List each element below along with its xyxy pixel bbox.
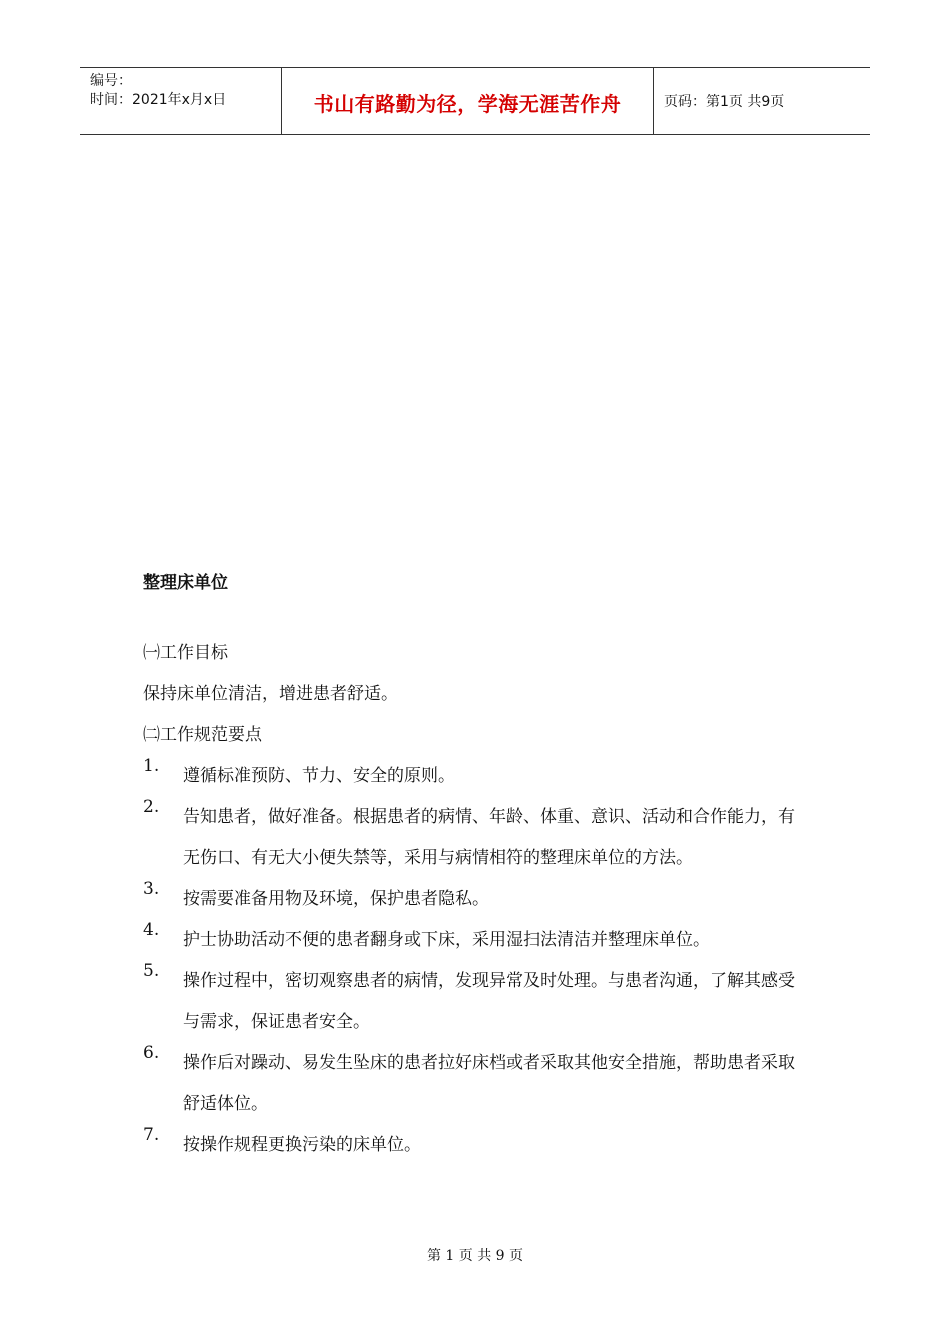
list-item-text: 告知患者，做好准备。根据患者的病情、年龄、体重、意识、活动和合作能力，有无伤口、有无大小便失禁等，采用与病情相符的整理床单位的方法。 — [183, 807, 795, 868]
list-item-number: 5. — [143, 961, 160, 981]
footer-page-number: 第 1 页 共 9 页 — [426, 1248, 524, 1264]
header-page-info: 页码：第1页 共9页 — [664, 94, 785, 110]
page-header — [80, 67, 870, 135]
code-label: 编号： — [90, 73, 132, 89]
header-motto-cell — [282, 68, 654, 134]
list-item — [143, 879, 803, 920]
document-body — [143, 568, 803, 1166]
section-heading-goals: ㈠工作目标 — [143, 643, 228, 663]
list-item-text: 操作过程中，密切观察患者的病情，发现异常及时处理。与患者沟通，了解其感受与需求，保证患者安全。 — [183, 971, 795, 1032]
header-page-cell — [654, 68, 870, 134]
list-item — [143, 920, 803, 961]
header-meta — [80, 68, 282, 134]
list-item — [143, 1043, 803, 1125]
list-item — [143, 961, 803, 1043]
list-item — [143, 756, 803, 797]
list-item-number: 7. — [143, 1125, 160, 1145]
page-footer — [0, 1245, 950, 1265]
list-item-number: 1. — [143, 756, 160, 776]
list-item-text: 操作后对躁动、易发生坠床的患者拉好床档或者采取其他安全措施，帮助患者采取舒适体位。 — [183, 1053, 795, 1114]
section-goals-text: 保持床单位清洁，增进患者舒适。 — [143, 684, 398, 704]
list-item — [143, 1125, 803, 1166]
section-heading-key-points: ㈡工作规范要点 — [143, 725, 262, 745]
list-item-text: 遵循标准预防、节力、安全的原则。 — [183, 766, 455, 786]
list-item — [143, 797, 803, 879]
list-item-number: 2. — [143, 797, 160, 817]
time-label: 时间：2021年x月x日 — [90, 92, 227, 108]
motto-text: 书山有路勤为径，学海无涯苦作舟 — [313, 91, 622, 116]
list-item-text: 按操作规程更换污染的床单位。 — [183, 1135, 421, 1155]
list-item-number: 6. — [143, 1043, 160, 1063]
list-item-number: 4. — [143, 920, 160, 940]
list-item-text: 护士协助活动不便的患者翻身或下床，采用湿扫法清洁并整理床单位。 — [183, 930, 710, 950]
key-points-list — [143, 756, 803, 1166]
list-item-number: 3. — [143, 879, 160, 899]
list-item-text: 按需要准备用物及环境，保护患者隐私。 — [183, 889, 489, 909]
document-title: 整理床单位 — [143, 573, 228, 593]
